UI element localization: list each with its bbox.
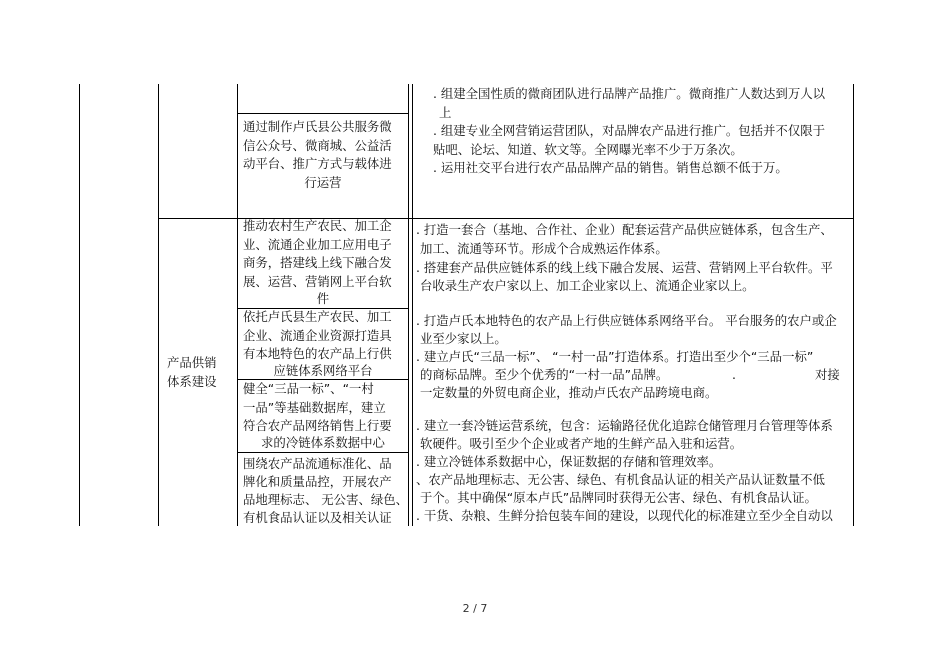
task-line: 件 — [316, 291, 330, 306]
task-line: 求的冷链体系数据中心 — [261, 435, 385, 450]
task-line: 符合农产品网络销售上行要 — [243, 418, 392, 433]
task-line: 一品”等基础数据库，建立 — [243, 399, 386, 415]
content-line: . 打造卢氏本地特色的农产品上行供应链体系网络平台。 平台服务的农户或企 — [416, 313, 837, 328]
top-content-line: . 运用社交平台进行农产品品牌产品的销售。销售总额不低于万。 — [433, 160, 788, 175]
section-label-line1: 产品供销 — [167, 355, 217, 370]
table-column-divider-3b — [412, 84, 413, 526]
content-line: 业至少家以上。 — [420, 331, 507, 346]
content-line: . 搭建套产品供应链体系的线上线下融合发展、运营、营销网上平台软件。平 — [416, 260, 833, 275]
task-line: 有本地特色的农产品上行供 — [243, 346, 392, 361]
top-task-line: 信公众号、微商城、公益活 — [243, 137, 392, 153]
task-line: 牌化和质量品控，开展农产 — [243, 474, 392, 489]
content-line: 软硬件。吸引至少个企业或者产地的生鲜产品入驻和运营。 — [420, 436, 743, 451]
row-top-cell-top — [237, 113, 409, 114]
task-line: 有机食品认证以及相关认证 — [243, 510, 392, 525]
task-line: 健全“三品一标”、“一村 — [243, 381, 374, 396]
content-line: 一定数量的外贸电商企业，推动卢氏农产品跨境电商。 — [420, 385, 718, 400]
content-inline-word: 对接 — [815, 367, 840, 382]
top-task-line: 通过制作卢氏县公共服务微 — [243, 119, 392, 134]
top-content-line: . 组建专业全网营销运营团队，对品牌农产品进行推广。包括并不仅限于 — [433, 123, 825, 138]
top-content-line: 贴吧、论坛、知道、软文等。全网曝光率不少于万条次。 — [433, 141, 743, 157]
content-line: . 干货、杂粮、生鲜分拾包装车间的建设，以现代化的标准建立至少全自动以 — [416, 508, 833, 523]
content-line: 加工、流通等环节。形成个合成熟运作体系。 — [420, 241, 668, 256]
top-content-line: . 组建全国性质的微商团队进行品牌产品推广。微商推广人数达到万人以 — [433, 86, 825, 101]
task-line: 品地理标志、 无公害、绿色、 — [243, 492, 409, 507]
content-inline-dot: . — [732, 367, 736, 382]
content-line: 、农产品地理标志、无公害、绿色、有机食品认证的相关产品认证数量不低 — [416, 472, 825, 487]
content-line: 的商标品牌。至少个优秀的“一村一品”品牌。 — [420, 367, 669, 382]
task-line: 业、流通企业加工应用电子 — [243, 236, 392, 252]
table-border-right — [853, 84, 854, 526]
task-line: 推动农村生产农民、加工企 — [243, 218, 392, 233]
top-task-line: 动平台、推广方式与载体进 — [243, 156, 392, 171]
task-line: 应链体系网络平台 — [273, 363, 373, 378]
task-line: 企业、流通企业资源打造具 — [243, 327, 392, 343]
content-line: 于个。其中确保“原本卢氏”品牌同时获得无公害、绿色、有机食品认证。 — [420, 490, 817, 505]
top-content-line: 上 — [439, 104, 452, 120]
task-line: 商务，搭建线上线下融合发 — [243, 255, 392, 270]
task-line: 展、运营、营销网上平台软 — [243, 273, 392, 289]
table-border-left — [79, 84, 80, 526]
top-task-line: 行运营 — [304, 174, 342, 190]
content-line: . 建立冷链体系数据中心，保证数据的存储和管理效率。 — [416, 454, 722, 469]
content-line: 台收录生产农户家以上、加工企业家以上、流通企业家以上。 — [420, 278, 755, 293]
task-line: 围绕农产品流通标准化、品 — [243, 456, 392, 471]
content-line: . 建立卢氏“三品一标”、 “一村一品”打造体系。打造出至少个“三品一标” — [416, 349, 814, 364]
table-column-divider-1 — [158, 84, 159, 526]
task-line: 依托卢氏县生产农民、加工 — [243, 309, 392, 324]
section-label-line2: 体系建设 — [167, 374, 217, 389]
content-line: . 建立一套冷链运营系统，包含：运输路径优化追踪仓储管理月台管理等体系 — [416, 418, 833, 433]
content-line: . 打造一套合（基地、合作社、企业）配套运营产品供应链体系，包含生产、 — [416, 222, 833, 237]
page-number: 2 / 7 — [462, 602, 488, 615]
